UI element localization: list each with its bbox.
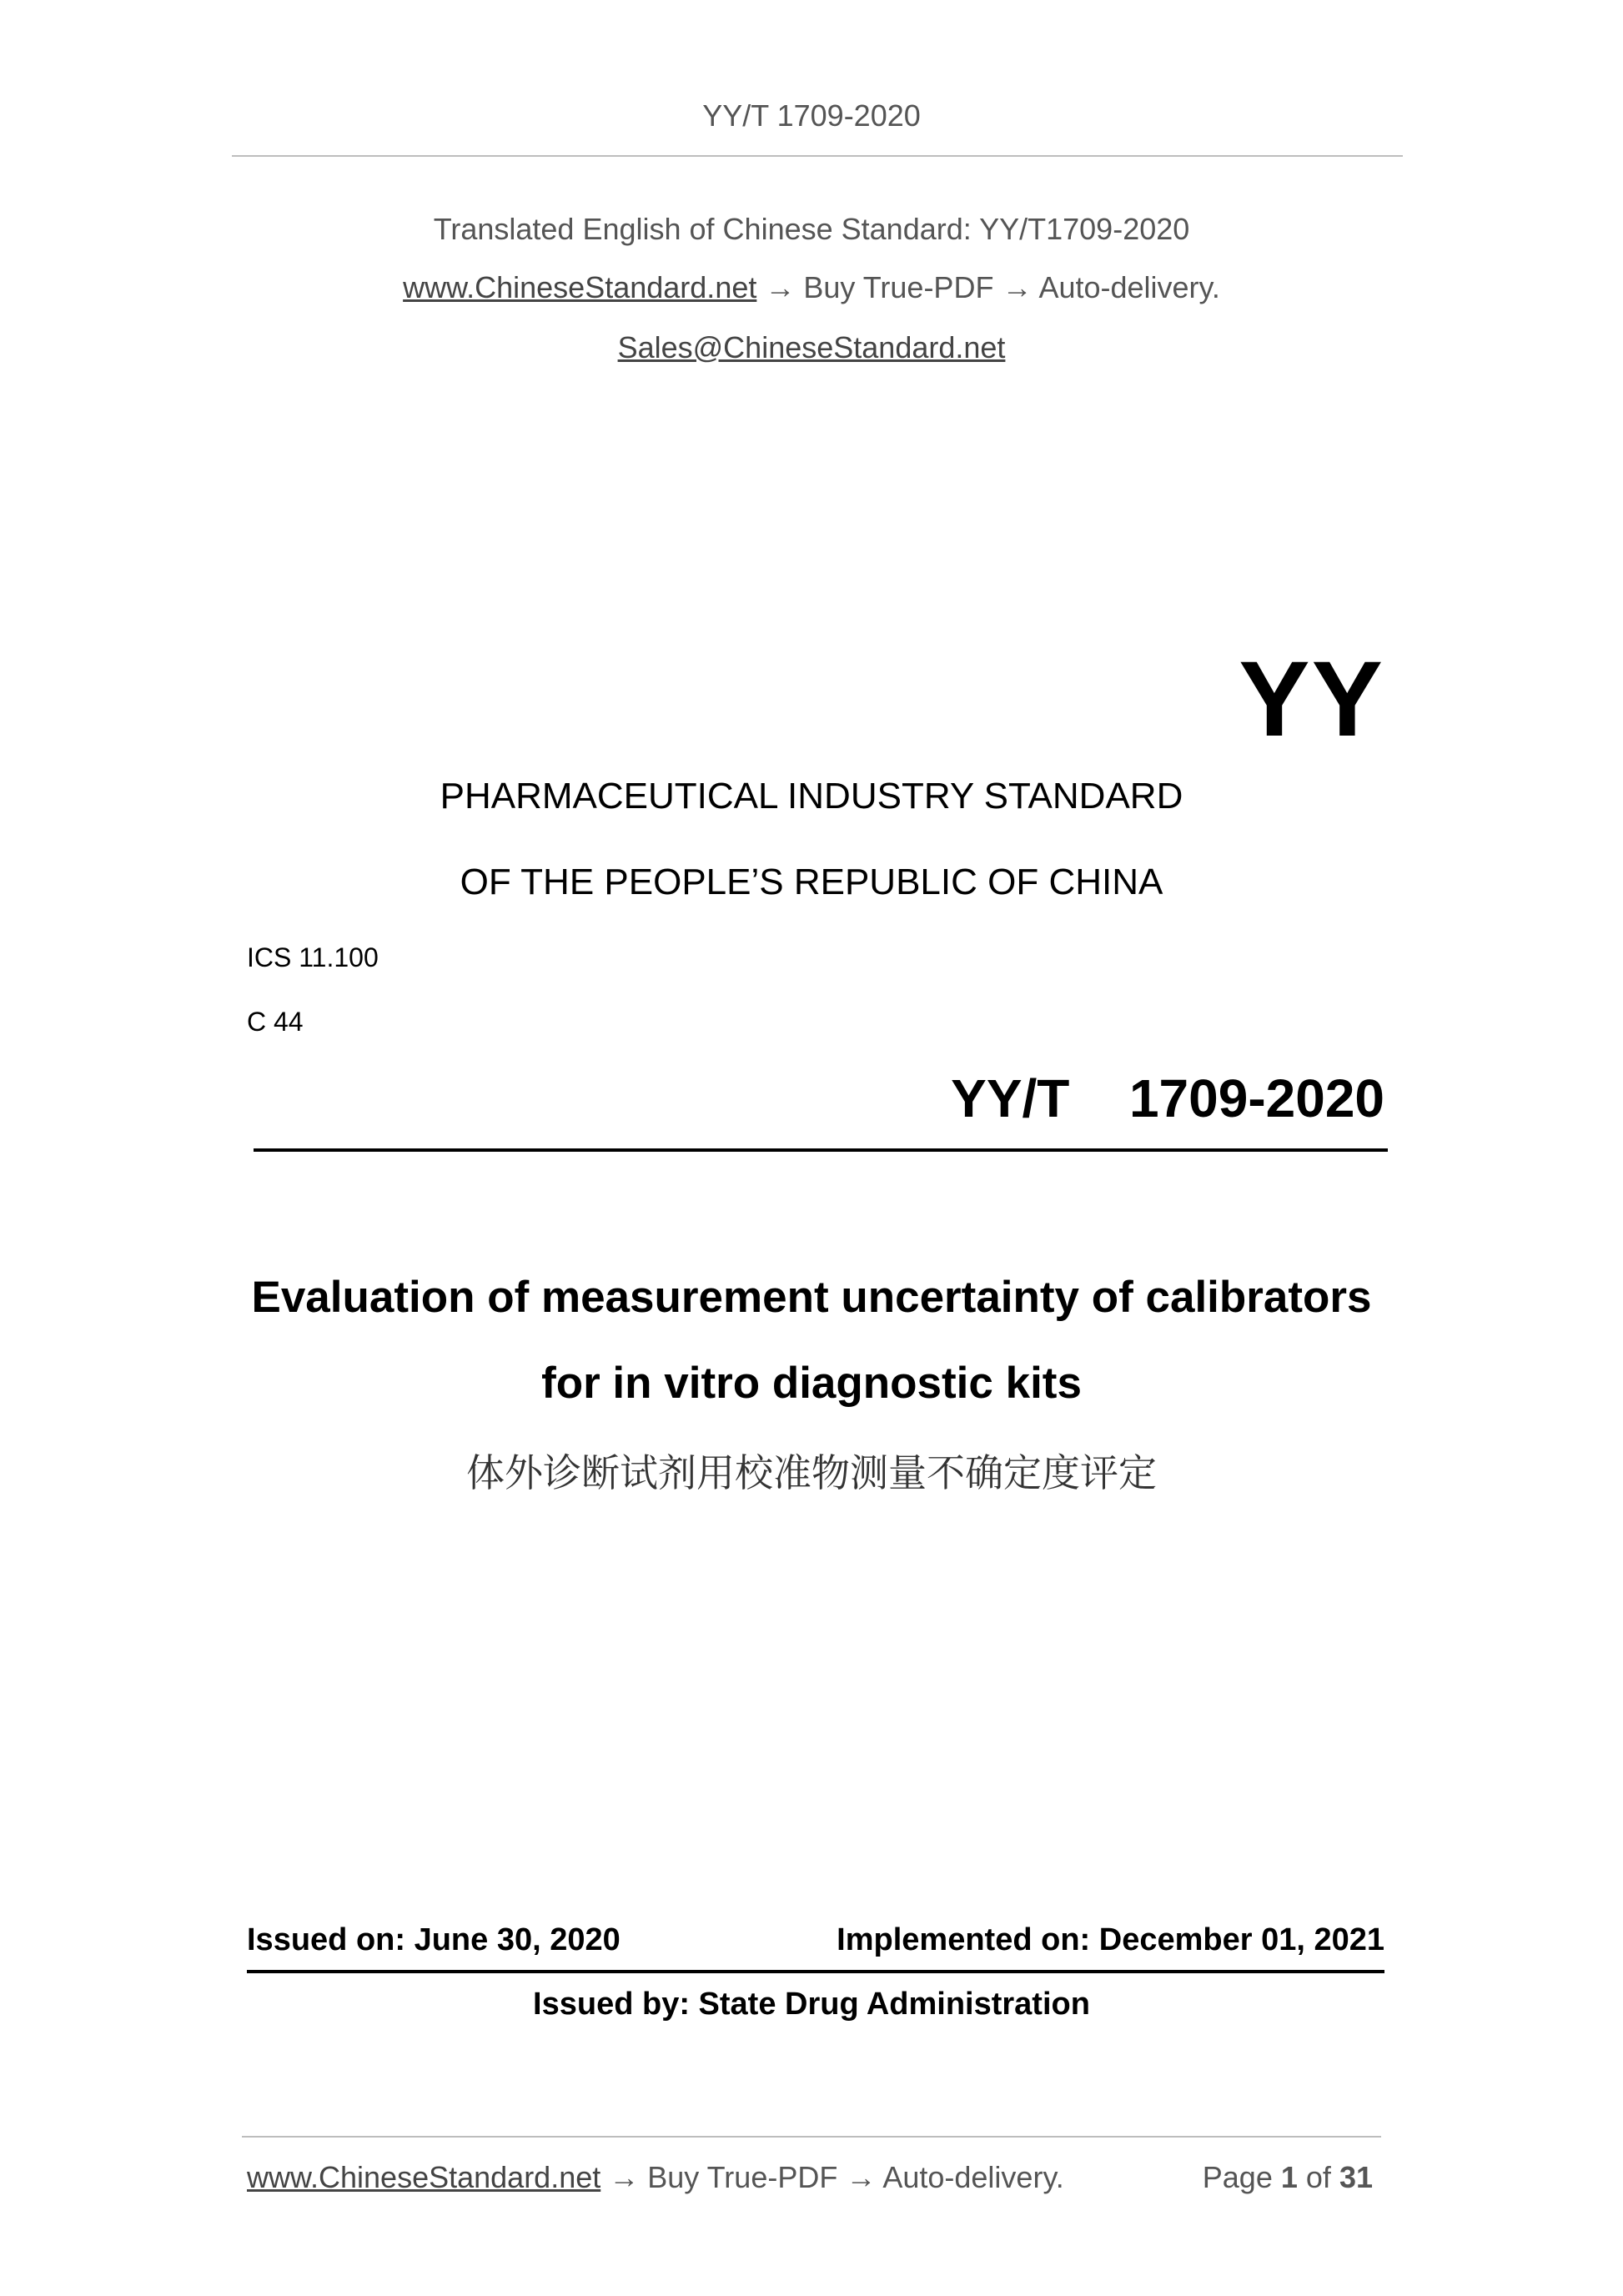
industry-line-1: PHARMACEUTICAL INDUSTRY STANDARD [440,776,1183,816]
title-chinese: 体外诊断试剂用校准物测量不确定度评定 [466,1450,1157,1495]
site-link[interactable]: www.ChineseStandard.net [403,270,757,304]
page-of-label: of [1305,2160,1331,2194]
issued-date: Issued on: June 30, 2020 [247,1922,621,1957]
standard-number: YY/T 1709-2020 [951,1068,1384,1128]
title-line-2: for in vitro diagnostic kits [541,1359,1082,1408]
footer-divider [242,2136,1381,2138]
running-header: YY/T 1709-2020 [702,98,921,133]
ics-code: ICS 11.100 [247,942,379,972]
page-label: Page [1202,2160,1273,2194]
title-line-1: Evaluation of measurement uncertainty of calibrators [251,1273,1372,1322]
footer-buy-text: → Buy True-PDF → Auto-delivery. [609,2160,1064,2194]
header-divider [232,155,1403,157]
footer-buy-line [247,2160,1064,2195]
issuing-authority: Issued by: State Drug Administration [533,1987,1090,2022]
implemented-date: Implemented on: December 01, 2021 [837,1922,1384,1957]
footer-site-link[interactable]: www.ChineseStandard.net [247,2160,601,2194]
standard-logo: YY [1239,640,1384,759]
buy-line [0,270,1623,305]
buy-text: → Buy True-PDF → Auto-delivery. [765,270,1220,304]
page-number [1203,2160,1373,2195]
industry-line-2: OF THE PEOPLE’S REPUBLIC OF CHINA [460,862,1163,902]
page-total: 31 [1339,2160,1373,2194]
translation-notice: Translated English of Chinese Standard: YY/T1709-2020 [433,212,1190,246]
page-current: 1 [1280,2160,1298,2194]
sales-email-line [0,330,1623,365]
standard-number-divider [254,1148,1388,1152]
ccs-code: C 44 [247,1007,304,1037]
sales-email-link[interactable]: Sales@ChineseStandard.net [617,330,1006,364]
dates-divider [247,1970,1384,1973]
